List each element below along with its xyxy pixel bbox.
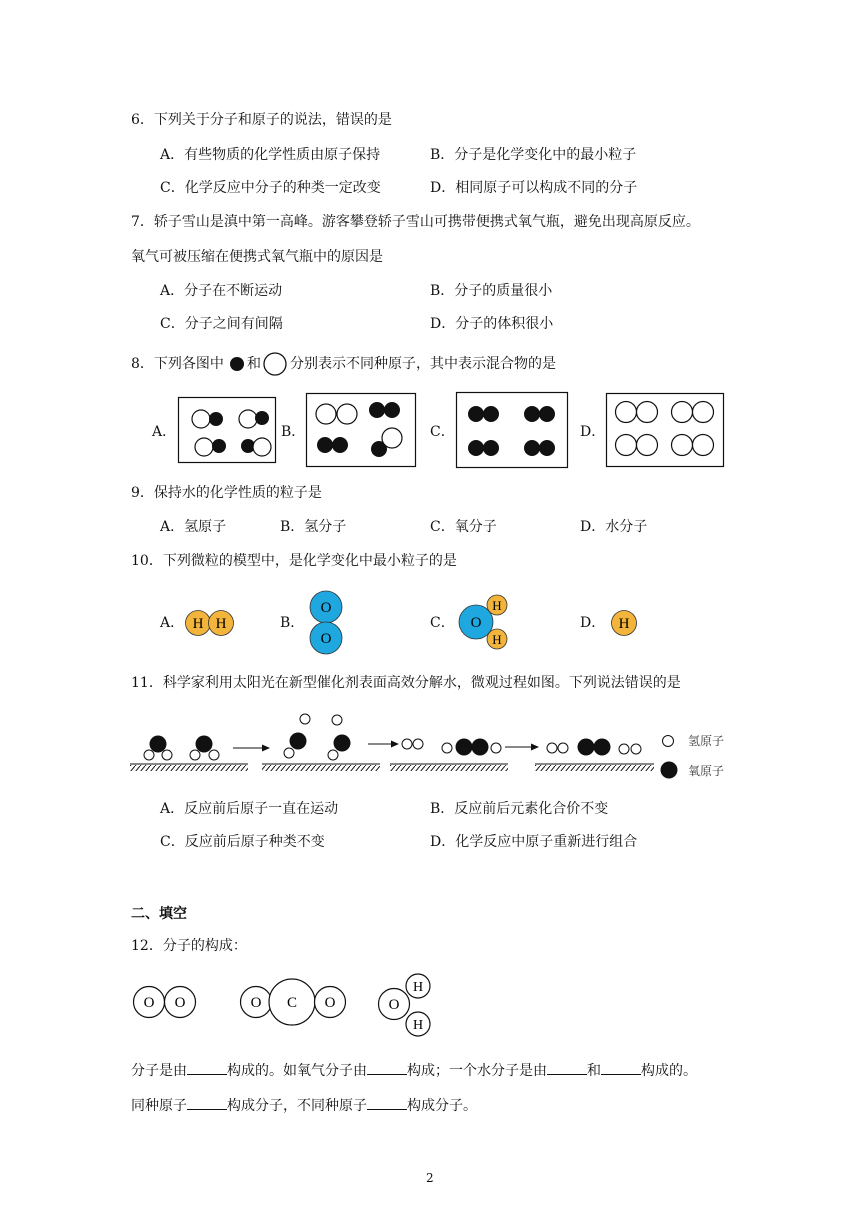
q11-option-d: D．化学反应中原子重新进行组合 <box>430 834 638 850</box>
q6-option-d: D．相同原子可以构成不同的分子 <box>430 180 638 196</box>
svg-text:O: O <box>470 615 482 631</box>
svg-text:O: O <box>250 995 262 1011</box>
q12-text: 构成的。如氧气分子由 <box>227 1063 367 1079</box>
q6-option-a: A．有些物质的化学性质由原子保持 <box>160 147 381 163</box>
q8-figure-a <box>178 397 276 463</box>
svg-text:H: H <box>215 616 227 632</box>
q12-fill-line1 <box>131 1062 697 1078</box>
q8-stem-b: 和 <box>247 356 261 372</box>
q7-stem-line1: 7．轿子雪山是滇中第一高峰。游客攀登轿子雪山可携带便携式氧气瓶，避免出现高原反应。 <box>131 214 700 230</box>
q10-label-b: B． <box>280 615 305 631</box>
q12-text: 同种原子 <box>131 1098 187 1114</box>
answer-blank[interactable] <box>367 1062 407 1075</box>
q11-option-b: B．反应前后元素化合价不变 <box>430 801 609 817</box>
q12-text: 和 <box>587 1063 601 1079</box>
black-atom-icon <box>229 356 245 372</box>
svg-text:O: O <box>174 995 186 1011</box>
q10-label-d: D． <box>580 615 606 631</box>
q12-text: 分子是由 <box>131 1063 187 1079</box>
q10-label-a: A． <box>160 615 185 631</box>
q8-stem-a: 8．下列各图中 <box>131 356 224 372</box>
q8-label-c: C． <box>430 424 455 440</box>
legend-oxygen-label: 氧原子 <box>688 764 725 778</box>
q8-figure-b <box>306 393 416 467</box>
q7-option-d: D．分子的体积很小 <box>430 316 554 332</box>
q12-text: 构成；一个水分子是由 <box>407 1063 547 1079</box>
svg-text:C: C <box>286 995 298 1011</box>
white-atom-icon <box>263 352 287 376</box>
q7-option-c: C．分子之间有间隔 <box>160 316 283 332</box>
q9-stem: 9．保持水的化学性质的粒子是 <box>131 485 322 501</box>
q10-label-c: C． <box>430 615 455 631</box>
q11-reaction-diagram <box>130 706 730 786</box>
q12-fill-line2 <box>131 1097 477 1113</box>
catalyst-surface <box>130 764 654 771</box>
q9-option-b: B．氢分子 <box>280 519 347 535</box>
svg-text:H: H <box>492 598 502 613</box>
answer-blank[interactable] <box>547 1062 587 1075</box>
q9-option-c: C．氧分子 <box>430 519 497 535</box>
q8-label-a: A． <box>152 424 177 440</box>
q11-option-a: A．反应前后原子一直在运动 <box>160 801 339 817</box>
svg-text:O: O <box>320 631 332 647</box>
q12-stem: 12．分子的构成： <box>131 938 247 954</box>
q12-text: 构成的。 <box>641 1063 697 1079</box>
q6-stem: 6．下列关于分子和原子的说法，错误的是 <box>131 112 392 128</box>
q10-model-a <box>185 609 237 637</box>
q8-figure-d <box>606 393 724 467</box>
q8-stem-c: 分别表示不同种原子，其中表示混合物的是 <box>290 356 556 372</box>
svg-text:H: H <box>412 1018 424 1033</box>
q7-option-a: A．分子在不断运动 <box>160 283 283 299</box>
svg-text:O: O <box>320 600 332 616</box>
answer-blank[interactable] <box>601 1062 641 1075</box>
q8-label-d: D． <box>580 424 606 440</box>
svg-text:H: H <box>192 616 204 632</box>
legend-hydrogen-label: 氢原子 <box>688 734 725 748</box>
svg-text:O: O <box>143 995 155 1011</box>
water-molecule-model <box>379 974 431 1036</box>
page-number: 2 <box>426 1171 434 1185</box>
answer-blank[interactable] <box>187 1062 227 1075</box>
q6-option-b: B．分子是化学变化中的最小粒子 <box>430 147 637 163</box>
answer-blank[interactable] <box>187 1097 227 1110</box>
carbon-dioxide-model <box>241 979 346 1025</box>
q12-molecule-models <box>130 968 470 1040</box>
q10-stem: 10．下列微粒的模型中，是化学变化中最小粒子的是 <box>131 553 457 569</box>
q11-stem: 11．科学家利用太阳光在新型催化剂表面高效分解水，微观过程如图。下列说法错误的是 <box>131 675 681 691</box>
q10-model-d <box>610 609 638 637</box>
q10-model-b <box>308 591 344 655</box>
q8-label-b: B． <box>281 424 306 440</box>
svg-text:H: H <box>618 616 630 632</box>
svg-text:O: O <box>388 997 400 1013</box>
q10-model-c <box>458 594 510 652</box>
q6-option-c: C．化学反应中分子的种类一定改变 <box>160 180 381 196</box>
q9-option-d: D．水分子 <box>580 519 648 535</box>
q12-text: 构成分子。 <box>407 1098 477 1114</box>
svg-text:O: O <box>324 995 336 1011</box>
answer-blank[interactable] <box>367 1097 407 1110</box>
q11-option-c: C．反应前后原子种类不变 <box>160 834 325 850</box>
q7-option-b: B．分子的质量很小 <box>430 283 553 299</box>
svg-text:H: H <box>412 980 424 995</box>
q7-stem-line2: 氧气可被压缩在便携式氧气瓶中的原因是 <box>131 249 383 265</box>
q9-option-a: A．氢原子 <box>160 519 227 535</box>
q12-text: 构成分子，不同种原子 <box>227 1098 367 1114</box>
q8-figure-c <box>456 392 568 468</box>
svg-text:H: H <box>492 632 502 647</box>
oxygen-molecule-model <box>134 987 196 1018</box>
section-heading: 二、填空 <box>131 906 187 922</box>
